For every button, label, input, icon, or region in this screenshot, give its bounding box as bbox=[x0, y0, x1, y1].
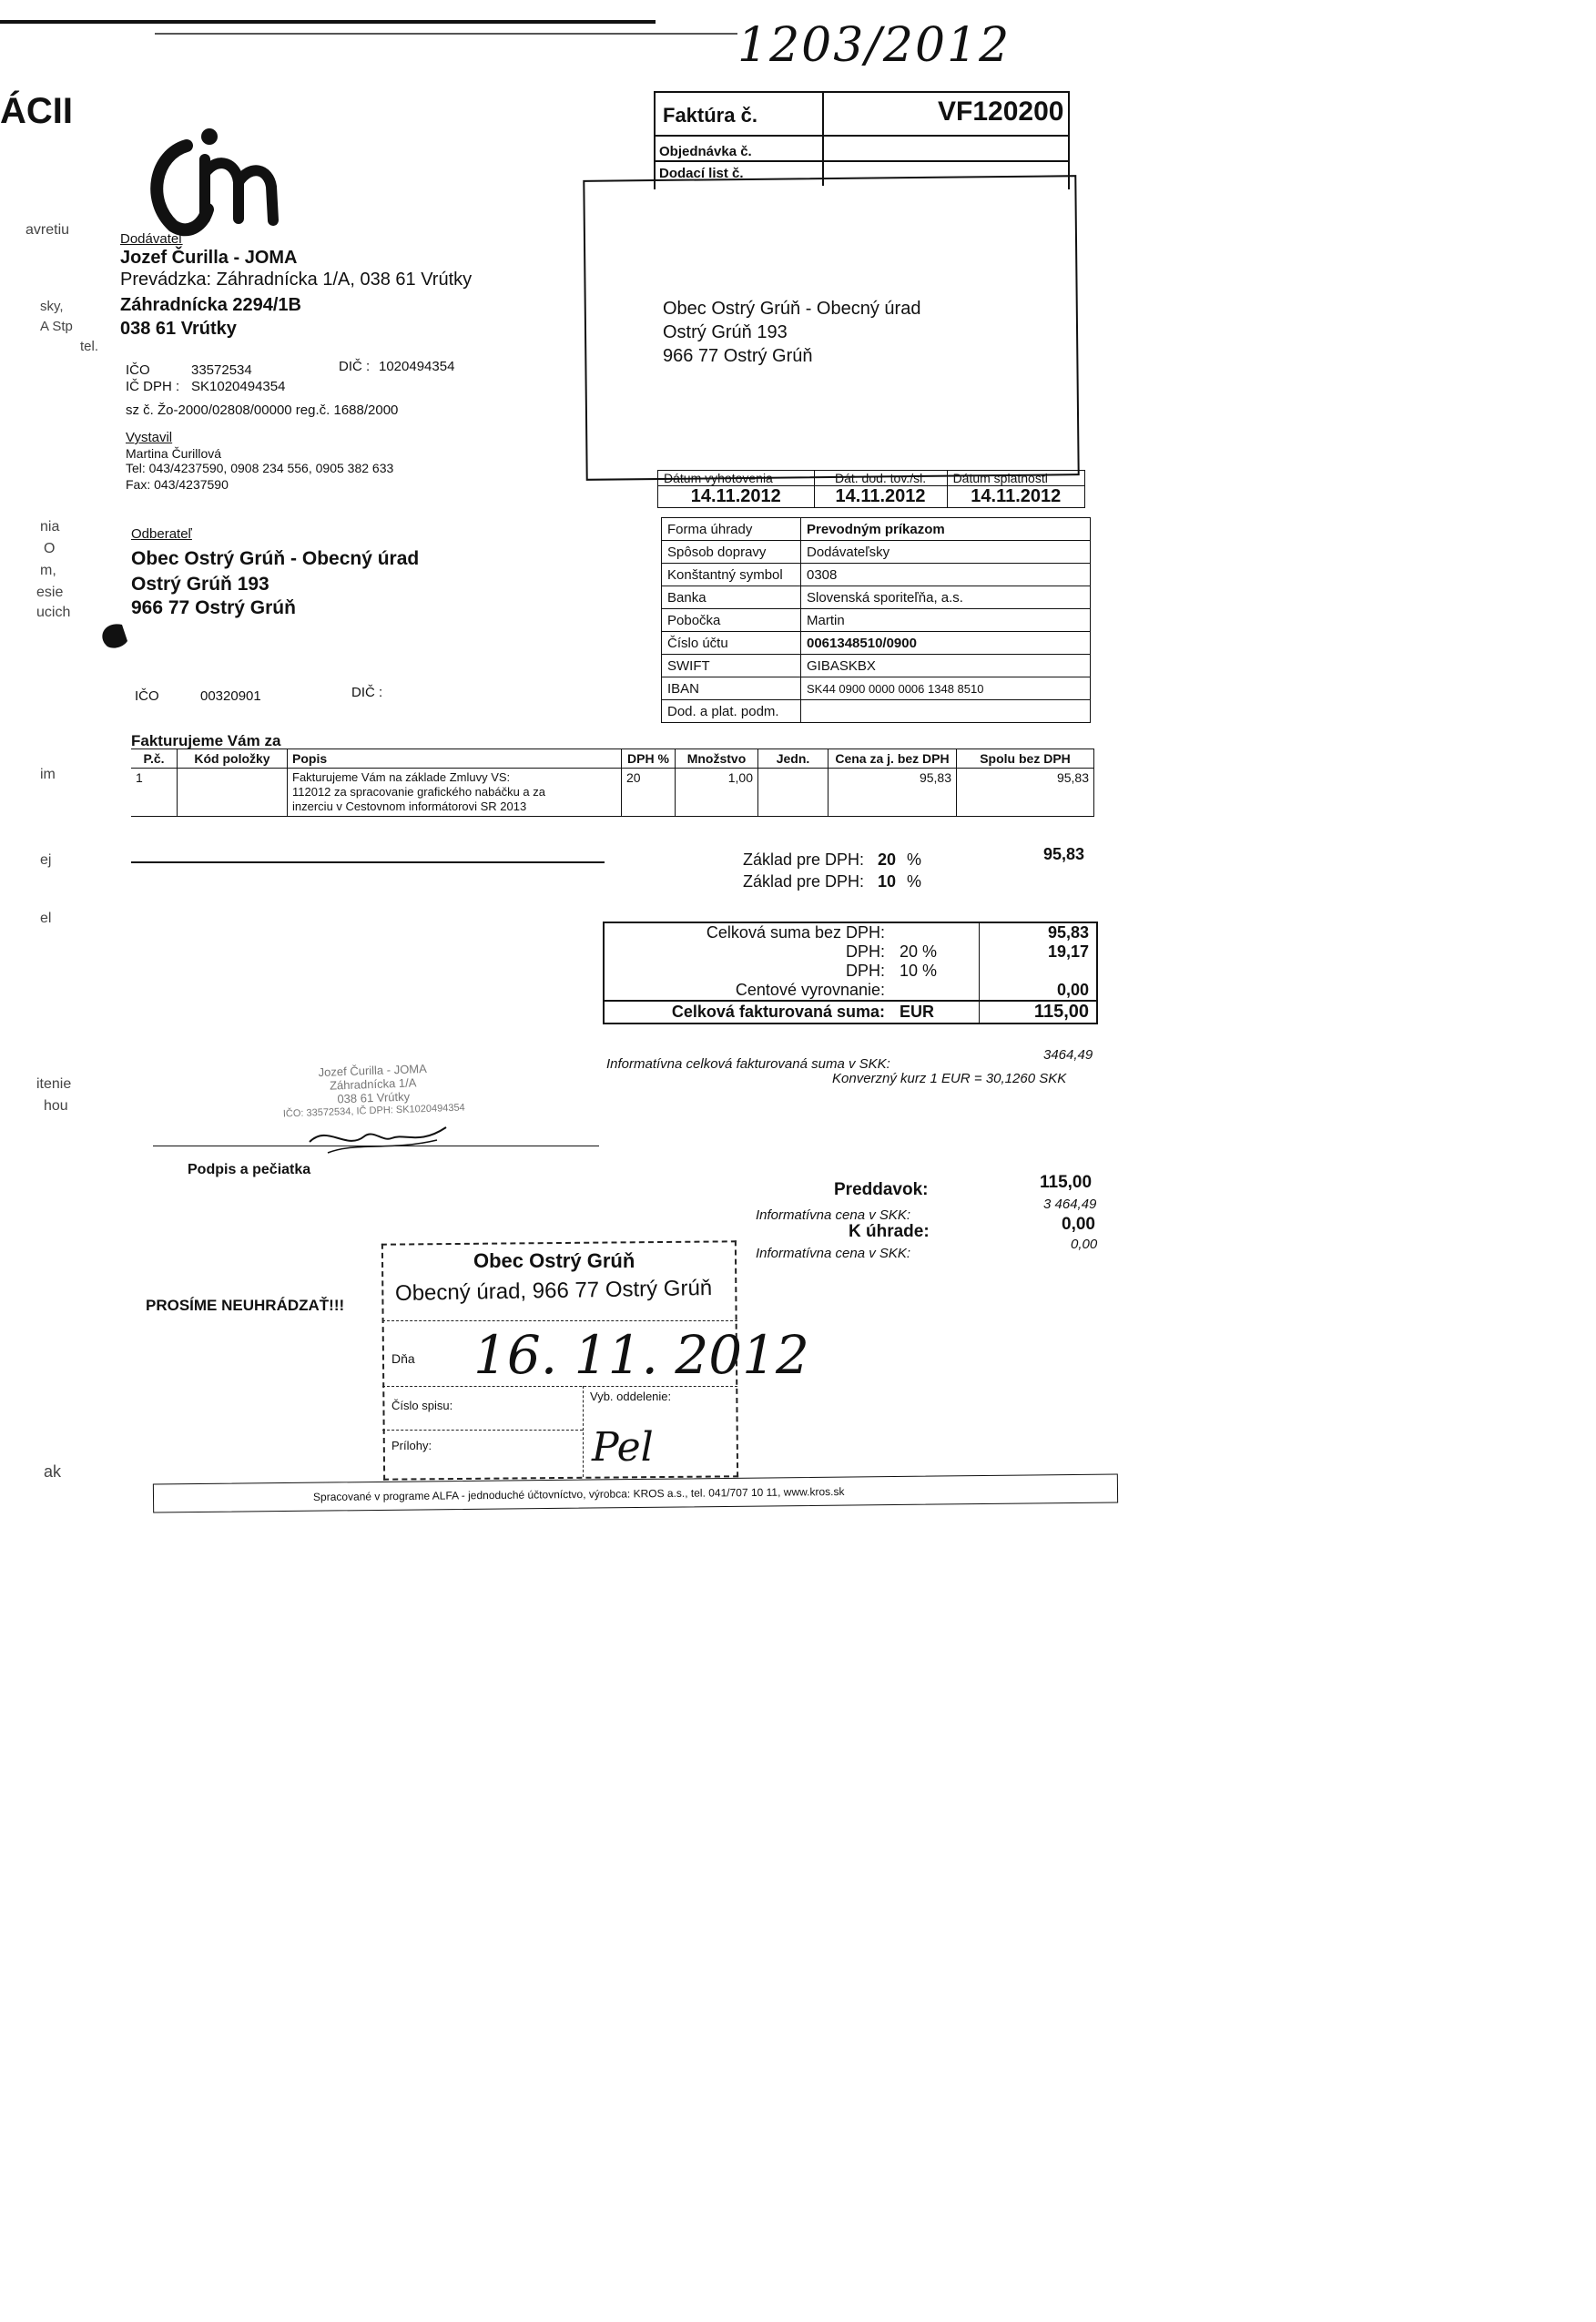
payment-info-value: 0061348510/0900 bbox=[801, 632, 1091, 655]
vat-base-20-rate: 20 bbox=[878, 850, 897, 869]
supplier-ico-label: IČO bbox=[126, 362, 150, 378]
col-total: Spolu bez DPH bbox=[957, 749, 1094, 769]
recipient-name: Obec Ostrý Grúň - Obecný úrad bbox=[663, 299, 921, 319]
payment-info-value: GIBASKBX bbox=[801, 655, 1091, 677]
supplier-dic-label: DIČ : bbox=[339, 359, 371, 374]
recipient-street: Ostrý Grúň 193 bbox=[663, 322, 788, 342]
payment-info-value: 0308 bbox=[801, 564, 1091, 586]
issue-date-label: Dátum vyhotovenia bbox=[658, 471, 815, 486]
margin-fragment: ucich bbox=[36, 605, 71, 620]
payment-info-value: Dodávateľsky bbox=[801, 541, 1091, 564]
rounding-amount: 0,00 bbox=[980, 981, 1097, 1001]
to-pay-label: K úhrade: bbox=[849, 1222, 930, 1241]
items-intro: Fakturujeme Vám za bbox=[131, 732, 281, 749]
item-unit bbox=[758, 769, 828, 817]
issued-by-name: Martina Čurillová bbox=[126, 446, 222, 461]
stamp-line: IČO: 33572534, IČ DPH: SK1020494354 bbox=[282, 1102, 465, 1120]
delivery-date-label: Dát. dod. tov./sl. bbox=[814, 471, 947, 486]
item-pc: 1 bbox=[131, 769, 178, 817]
prepayment-amount: 115,00 bbox=[1040, 1173, 1093, 1192]
supplier-register: sz č. Žo-2000/02808/00000 reg.č. 1688/2000 bbox=[126, 402, 399, 418]
customer-city: 966 77 Ostrý Grúň bbox=[131, 597, 296, 618]
supplier-city: 038 61 Vrútky bbox=[120, 319, 237, 339]
item-total: 95,83 bbox=[957, 769, 1094, 817]
supplier-street: Záhradnícka 2294/1B bbox=[120, 295, 301, 315]
vat-base-20-value: 95,83 bbox=[1043, 845, 1085, 863]
vat10-rate: 10 % bbox=[900, 962, 938, 980]
table-row bbox=[131, 769, 1094, 817]
vat20-rate: 20 % bbox=[900, 942, 938, 961]
received-stamp-divider bbox=[583, 1386, 584, 1477]
payment-info-value: SK44 0900 0000 0006 1348 8510 bbox=[801, 677, 1091, 700]
supplier-fax: Fax: 043/4237590 bbox=[126, 477, 229, 492]
dates-table bbox=[657, 470, 1085, 508]
order-line bbox=[654, 160, 1070, 162]
grand-total-currency: EUR bbox=[900, 1003, 935, 1021]
col-pc: P.č. bbox=[131, 749, 178, 769]
margin-fragment: el bbox=[40, 911, 52, 926]
handwritten-reference: 1203/2012 bbox=[737, 18, 1011, 73]
vat20-amount: 19,17 bbox=[980, 942, 1097, 962]
prepayment-skk: 3 464,49 bbox=[1043, 1197, 1097, 1212]
col-unit-price: Cena za j. bez DPH bbox=[828, 749, 957, 769]
supplier-signature bbox=[300, 1115, 455, 1160]
invoice-title-label: Faktúra č. bbox=[663, 104, 757, 127]
vat-base-10-label: Základ pre DPH: bbox=[743, 872, 865, 891]
item-description bbox=[288, 769, 622, 817]
item-description-line: Fakturujeme Vám na základe Zmluvy VS: bbox=[292, 770, 511, 784]
customer-ico-label: IČO bbox=[135, 688, 159, 704]
margin-fragment: tel. bbox=[80, 339, 99, 354]
net-total-label: Celková suma bez DPH: bbox=[706, 923, 885, 942]
conversion-rate: Konverzný kurz 1 EUR = 30,1260 SKK bbox=[832, 1071, 1067, 1086]
vat10-amount bbox=[980, 962, 1097, 981]
margin-fragment: avretiu bbox=[25, 222, 70, 238]
margin-fragment: im bbox=[40, 767, 56, 782]
col-unit: Jedn. bbox=[758, 749, 828, 769]
stamp-line: 038 61 Vrútky bbox=[337, 1089, 411, 1106]
supplier-stamp bbox=[263, 1060, 483, 1122]
received-stamp-attach-label: Prílohy: bbox=[391, 1439, 432, 1452]
received-stamp-handling-label: Vyb. oddelenie: bbox=[590, 1390, 672, 1403]
received-stamp-date: 16. 11. 2012 bbox=[473, 1324, 809, 1386]
payment-info-value bbox=[801, 700, 1091, 723]
vat10-label: DPH: bbox=[845, 962, 885, 980]
payment-info-label: IBAN bbox=[662, 677, 801, 700]
due-date: 14.11.2012 bbox=[947, 486, 1084, 508]
scan-top-line bbox=[0, 20, 656, 24]
vat-base-10-rate: 10 bbox=[878, 872, 897, 891]
items-bottom-line bbox=[131, 861, 605, 863]
do-not-pay-notice: PROSÍME NEUHRÁDZAŤ!!! bbox=[146, 1297, 345, 1314]
vat-base-20-label: Základ pre DPH: bbox=[743, 850, 865, 869]
signature-label: Podpis a pečiatka bbox=[188, 1162, 311, 1177]
supplier-icdph-label: IČ DPH : bbox=[126, 379, 180, 394]
net-total: 95,83 bbox=[980, 922, 1097, 942]
margin-fragment: nia bbox=[40, 519, 60, 535]
supplier-ico: 33572534 bbox=[191, 362, 252, 378]
vat-base-10-pct: % bbox=[907, 872, 922, 891]
company-logo bbox=[137, 118, 282, 237]
margin-text-top: ÁCII bbox=[0, 91, 73, 131]
grand-total-label: Celková fakturovaná suma: bbox=[671, 1003, 885, 1021]
received-stamp-line bbox=[382, 1386, 737, 1387]
binder-hole-mark bbox=[95, 619, 131, 652]
col-description: Popis bbox=[288, 749, 622, 769]
margin-fragment: sky, bbox=[40, 299, 64, 314]
scan-top-line-2 bbox=[155, 33, 737, 35]
item-quantity: 1,00 bbox=[676, 769, 758, 817]
customer-ico: 00320901 bbox=[200, 688, 261, 704]
received-stamp-date-label: Dňa bbox=[391, 1351, 415, 1366]
stamp-line: Jozef Čurilla - JOMA bbox=[318, 1061, 428, 1080]
item-description-line: inzerciu v Cestovnom informátorovi SR 2013 bbox=[292, 799, 527, 813]
margin-fragment: m, bbox=[40, 563, 56, 578]
prepayment-skk-label: Informatívna cena v SKK: bbox=[756, 1207, 911, 1223]
payment-info-label: Spôsob dopravy bbox=[662, 541, 801, 564]
received-stamp-line bbox=[382, 1320, 737, 1321]
payment-info-label: SWIFT bbox=[662, 655, 801, 677]
margin-fragment: A Stp bbox=[40, 319, 73, 334]
margin-fragment: hou bbox=[44, 1098, 68, 1114]
col-quantity: Množstvo bbox=[676, 749, 758, 769]
payment-info-label: Pobočka bbox=[662, 609, 801, 632]
vat20-label: DPH: bbox=[845, 942, 885, 961]
items-table bbox=[131, 749, 1094, 817]
delivery-note-label: Dodací list č. bbox=[659, 166, 744, 181]
to-pay-skk: 0,00 bbox=[1071, 1237, 1098, 1252]
supplier-heading: Dodávateľ bbox=[120, 231, 183, 247]
item-description-line: 112012 za spracovanie grafického nabáčku a za bbox=[292, 785, 546, 799]
grand-total: 115,00 bbox=[980, 1001, 1097, 1024]
item-vat: 20 bbox=[622, 769, 676, 817]
to-pay-skk-label: Informatívna cena v SKK: bbox=[756, 1246, 911, 1261]
margin-fragment: ej bbox=[40, 852, 52, 868]
customer-street: Ostrý Grúň 193 bbox=[131, 574, 269, 595]
prepayment-label: Preddavok: bbox=[834, 1180, 929, 1199]
totals-table bbox=[603, 922, 1098, 1024]
invoice-number: VF120200 bbox=[938, 97, 1064, 127]
col-vat: DPH % bbox=[622, 749, 676, 769]
payment-info-label: Číslo účtu bbox=[662, 632, 801, 655]
skk-total-label: Informatívna celková fakturovaná suma v SKK: bbox=[606, 1056, 890, 1072]
payment-info-label: Dod. a plat. podm. bbox=[662, 700, 801, 723]
invoice-box-divider bbox=[822, 91, 824, 186]
item-unit-price: 95,83 bbox=[828, 769, 957, 817]
recipient-address-window bbox=[583, 175, 1079, 481]
stamp-line: Záhradnícka 1/A bbox=[329, 1075, 417, 1093]
received-stamp-reg-label: Číslo spisu: bbox=[391, 1399, 453, 1412]
payment-info-value: Slovenská sporiteľňa, a.s. bbox=[801, 586, 1091, 609]
delivery-date: 14.11.2012 bbox=[814, 486, 947, 508]
margin-fragment: esie bbox=[36, 585, 64, 600]
received-stamp-office: Obecný úrad, 966 77 Ostrý Grúň bbox=[394, 1275, 713, 1307]
item-code bbox=[178, 769, 288, 817]
received-stamp-municipality: Obec Ostrý Grúň bbox=[473, 1249, 635, 1272]
supplier-name: Jozef Čurilla - JOMA bbox=[120, 248, 298, 268]
issue-date: 14.11.2012 bbox=[658, 486, 815, 508]
recipient-city: 966 77 Ostrý Grúň bbox=[663, 346, 813, 366]
payment-info-label: Forma úhrady bbox=[662, 518, 801, 541]
col-code: Kód položky bbox=[178, 749, 288, 769]
order-label: Objednávka č. bbox=[659, 144, 752, 159]
supplier-dic: 1020494354 bbox=[379, 359, 455, 374]
received-stamp-signature: Pel bbox=[592, 1424, 654, 1471]
to-pay-amount: 0,00 bbox=[1062, 1215, 1095, 1234]
due-date-label: Dátum splatnosti bbox=[947, 471, 1084, 486]
payment-info-value: Martin bbox=[801, 609, 1091, 632]
payment-info-label: Banka bbox=[662, 586, 801, 609]
skk-total-value: 3464,49 bbox=[1043, 1047, 1093, 1063]
customer-name: Obec Ostrý Grúň - Obecný úrad bbox=[131, 548, 420, 569]
software-footer: Spracované v programe ALFA - jednoduché účtovníctvo, výrobca: KROS a.s., tel. 041/707 10 11, www.kros.sk bbox=[312, 1484, 845, 1504]
vat-base-20-pct: % bbox=[907, 850, 922, 869]
payment-info-label: Konštantný symbol bbox=[662, 564, 801, 586]
issued-by-heading: Vystavil bbox=[126, 430, 173, 445]
received-stamp-line bbox=[382, 1430, 583, 1431]
margin-fragment: ak bbox=[44, 1462, 62, 1481]
margin-fragment: O bbox=[44, 541, 56, 556]
rounding-label: Centové vyrovnanie: bbox=[735, 981, 885, 999]
payment-info-table bbox=[661, 517, 1091, 723]
customer-dic-label: DIČ : bbox=[351, 685, 383, 700]
supplier-branch: Prevádzka: Záhradnícka 1/A, 038 61 Vrútky bbox=[120, 270, 473, 290]
margin-fragment: itenie bbox=[36, 1076, 72, 1092]
supplier-icdph: SK1020494354 bbox=[191, 379, 286, 394]
payment-info-value: Prevodným príkazom bbox=[801, 518, 1091, 541]
supplier-phone: Tel: 043/4237590, 0908 234 556, 0905 382 633 bbox=[126, 461, 394, 475]
customer-heading: Odberateľ bbox=[131, 526, 192, 542]
